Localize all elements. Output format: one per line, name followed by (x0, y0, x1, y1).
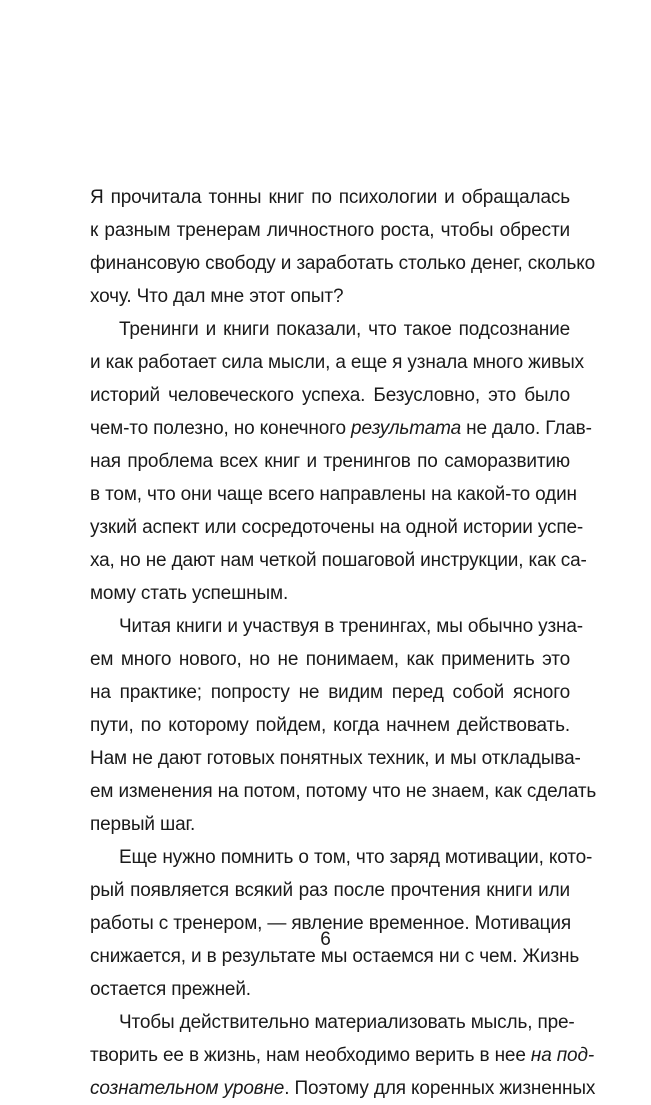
text-line: Еще нужно помнить о том, что заряд мотивации, кото- (119, 847, 593, 868)
text-line: хочу. Что дал мне этот опыт? (90, 286, 344, 307)
text-line: на практике; попросту не видим перед собой ясного (90, 682, 570, 703)
text-line: Я прочитала тонны книг по психологии и обращалась (90, 187, 570, 208)
text-segment: творить ее в жизнь, нам необходимо верить в нее (90, 1045, 531, 1066)
page-body-text (90, 181, 597, 1105)
text-line: работы с тренером, — явление временное. Мотивация (90, 913, 571, 934)
text-line (90, 1039, 594, 1072)
italic-emphasis: результата (351, 418, 462, 439)
text-line: Тренинги и книги показали, что такое подсознание (119, 319, 570, 340)
text-line: пути, по которому пойдем, когда начнем действовать. (90, 715, 570, 736)
text-line: в том, что они чаще всего направлены на какой-то один (90, 484, 577, 505)
text-segment: . Поэтому для коренных жизненных (284, 1078, 596, 1099)
italic-emphasis: на под- (530, 1045, 594, 1066)
text-line: Читая книги и участвуя в тренингах, мы обычно узна- (119, 616, 583, 637)
text-line: Чтобы действительно материализовать мысль, пре- (119, 1012, 575, 1033)
text-segment: чем-то полезно, но конечного (90, 418, 352, 439)
text-segment: не дало. Глав- (461, 418, 592, 439)
text-line: Нам не дают готовых понятных техник, и мы откладыва- (90, 748, 581, 769)
text-line: к разным тренерам личностного роста, чтобы обрести (90, 220, 570, 241)
page-number: 6 (320, 929, 331, 950)
text-line: остается прежней. (90, 979, 251, 1000)
text-line (90, 412, 592, 445)
text-line: и как работает сила мысли, а еще я узнала много живых (90, 352, 584, 373)
text-line: историй человеческого успеха. Безусловно, это было (90, 385, 570, 406)
text-line: финансовую свободу и заработать столько денег, сколько (90, 253, 596, 274)
text-line: мому стать успешным. (90, 583, 289, 604)
text-line: ха, но не дают нам четкой пошаговой инструкции, как са- (90, 550, 587, 571)
italic-emphasis: сознательном уровне (90, 1078, 285, 1099)
text-line: ем много нового, но не понимаем, как применить это (90, 649, 570, 670)
text-line: первый шаг. (90, 814, 196, 835)
text-line: ем изменения на потом, потому что не знаем, как сделать (90, 781, 597, 802)
text-line: рый появляется всякий раз после прочтения книги или (90, 880, 570, 901)
text-line: узкий аспект или сосредоточены на одной истории успе- (90, 517, 584, 538)
text-line: ная проблема всех книг и тренингов по саморазвитию (90, 451, 570, 472)
text-line: снижается, и в результате мы остаемся ни с чем. Жизнь (90, 946, 580, 967)
text-line (90, 1072, 596, 1105)
